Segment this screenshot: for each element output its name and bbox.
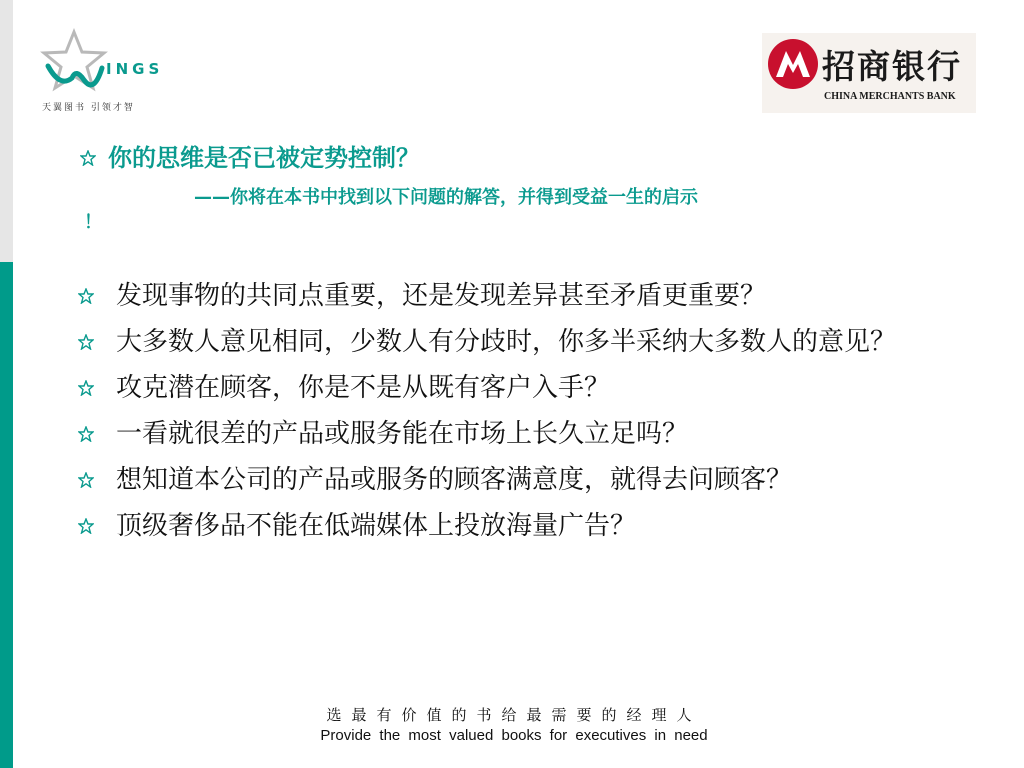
- question-subtitle: ——你将在本书中找到以下问题的解答，并得到受益一生的启示: [194, 187, 698, 208]
- list-item: [78, 506, 948, 547]
- list-item: [78, 322, 948, 363]
- list-item-text: 发现事物的共同点重要，还是发现差异甚至矛盾更重要？: [116, 281, 767, 311]
- footer-slogan-en: Provide the most valued books for executives in need: [320, 727, 708, 744]
- left-accent-bar-light: [0, 0, 13, 262]
- wings-logo-text: INGS: [106, 60, 164, 78]
- left-accent-bar-teal: [0, 262, 13, 768]
- bank-logo: [762, 33, 976, 113]
- star-outline-icon: [78, 472, 94, 488]
- list-item: [78, 460, 948, 501]
- question-list: [78, 276, 948, 552]
- list-item: [78, 368, 948, 409]
- footer-slogan-cn: 选最有价值的书给最需要的经理人: [326, 706, 702, 724]
- bank-name-cn: 招商银行: [822, 47, 962, 86]
- star-outline-icon: [78, 334, 94, 350]
- list-item-text: 大多数人意见相同，少数人有分歧时，你多半采纳大多数人的意见？: [116, 327, 897, 357]
- question-title: 你的思维是否已被定势控制？: [108, 144, 420, 172]
- bank-name-en: CHINA MERCHANTS BANK: [824, 91, 956, 102]
- question-subtitle-tail: ！: [84, 212, 102, 233]
- list-item: [78, 414, 948, 455]
- star-logo-icon: [38, 28, 110, 98]
- list-item-text: 想知道本公司的产品或服务的顾客满意度，就得去问顾客？: [116, 465, 793, 495]
- star-outline-icon: [80, 150, 96, 166]
- list-item-text: 顶级奢侈品不能在低端媒体上投放海量广告？: [116, 511, 637, 541]
- list-item: [78, 276, 948, 317]
- list-item-text: 攻克潜在顾客，你是不是从既有客户入手？: [116, 373, 611, 403]
- star-outline-icon: [78, 518, 94, 534]
- wings-tagline: 天翼图书 引领才智: [42, 103, 135, 113]
- wings-logo: [38, 28, 178, 118]
- star-outline-icon: [78, 380, 94, 396]
- cmb-emblem-icon: [766, 37, 820, 91]
- footer: [268, 704, 760, 744]
- star-outline-icon: [78, 426, 94, 442]
- list-item-text: 一看就很差的产品或服务能在市场上长久立足吗？: [116, 419, 689, 449]
- star-outline-icon: [78, 288, 94, 304]
